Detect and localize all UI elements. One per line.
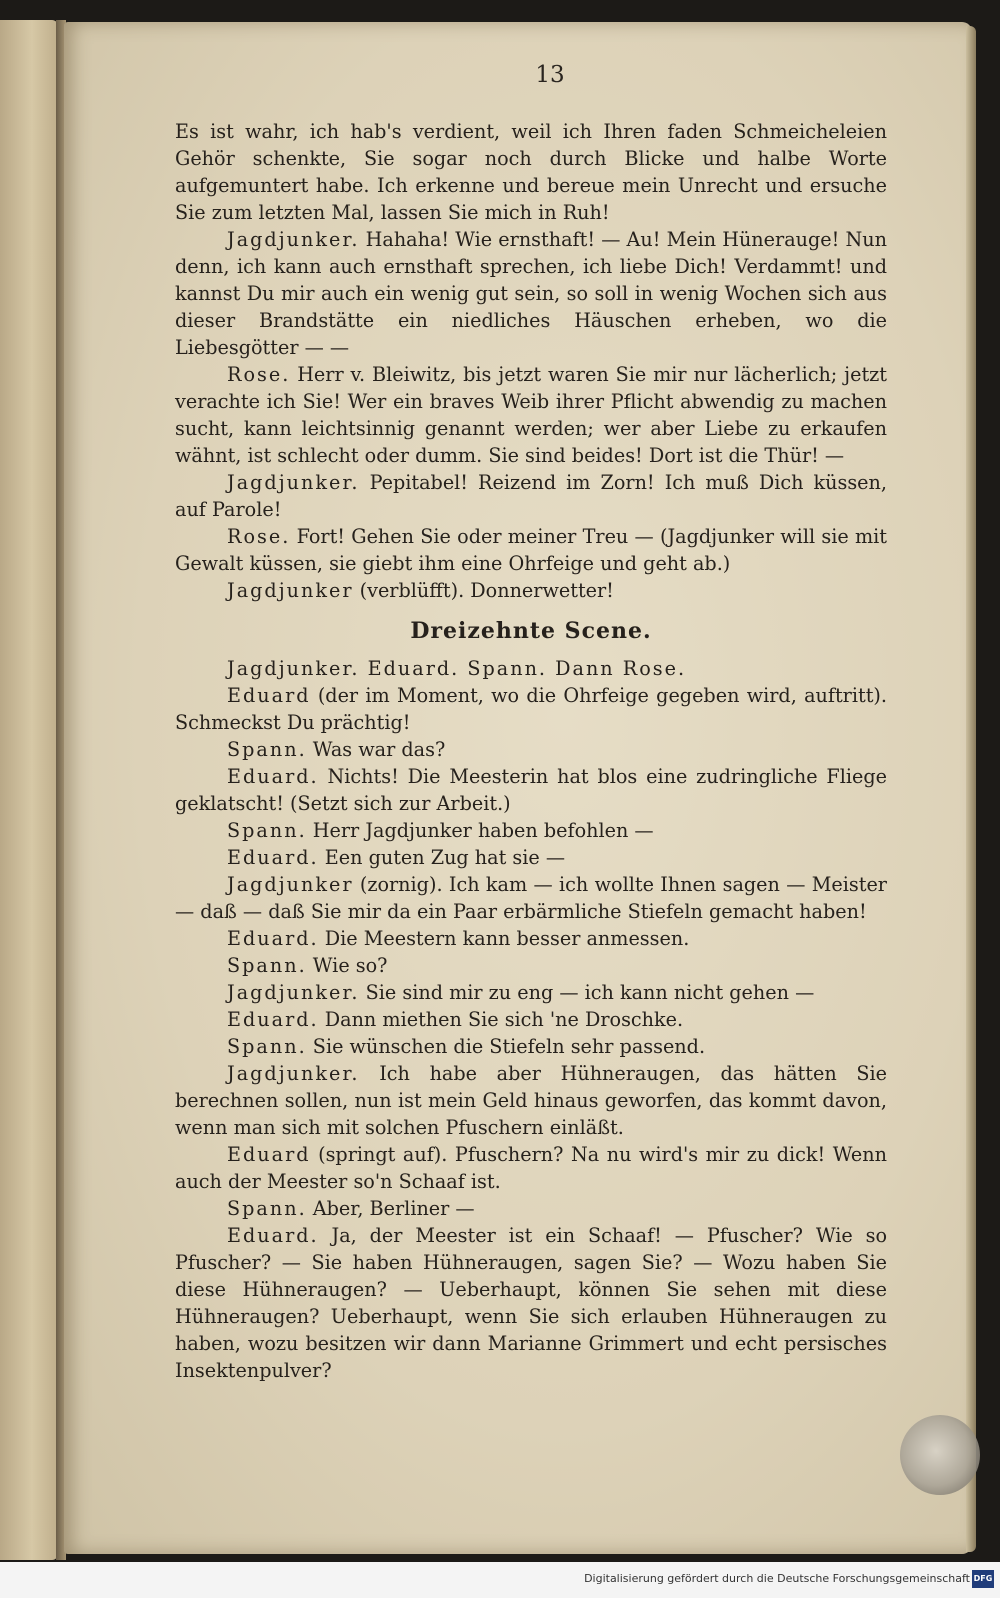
speech: Hahaha! Wie ernsthaft! — Au! Mein Hüneraugе! Nun denn, ich kann auch ernsthaft sprechen, ich liebe Dich! Verdammt! und kannst Du mir auch ein wenig gut sein, so soll in wenig Wochen sich aus dieser Brandstätte ein niedliches Häuschen erheben, wo die Liebesgötter — — <box>175 228 887 359</box>
dialogue-line <box>175 736 887 763</box>
dialogue-line <box>175 682 887 736</box>
speech: Sie wünschen die Stiefeln sehr passend. <box>312 1035 706 1058</box>
speech: Herr Jagdjunker haben befohlen — <box>312 819 654 842</box>
dfg-logo: DFG <box>972 1570 994 1588</box>
speaker: Jagdjunker <box>227 873 354 896</box>
speaker: Eduard <box>227 1143 311 1166</box>
dialogue-line <box>175 871 887 925</box>
dialogue-line <box>175 1006 887 1033</box>
speech: (zornig). Ich kam — ich wollte Ihnen sagen — Meister — daß — daß Sie mir da ein Paar erbärmliche Stiefeln gemacht haben! <box>175 873 887 923</box>
speech: Pepitabel! Reizend im Zorn! Ich muß Dich küssen, auf Parole! <box>175 471 887 521</box>
speech: Herr v. Bleiwitz, bis jetzt waren Sie mir nur lächerlich; jetzt verachte ich Sie! Wer ein braves Weib ihrer Pflicht abwendig zu machen sucht, kann leichtsinnig genannt werden; wer aber Liebe zu erkaufen wähnt, ist schlecht oder dumm. Sie sind beides! Dort ist die Thür! — <box>175 363 887 467</box>
speaker: Jagdjunker. <box>227 471 360 494</box>
page-text <box>175 118 887 1384</box>
speaker: Jagdjunker <box>227 579 354 602</box>
speaker: Spann. <box>227 819 307 842</box>
paragraph <box>175 118 887 226</box>
dialogue-line <box>175 844 887 871</box>
speech: Wie so? <box>312 954 388 977</box>
dialogue-line <box>175 1033 887 1060</box>
dialogue-line <box>175 1222 887 1384</box>
speaker: Rose. <box>227 363 291 386</box>
speaker: Jagdjunker. <box>227 228 360 251</box>
speaker: Eduard. <box>227 927 319 950</box>
speech: Aber, Berliner — <box>312 1197 475 1220</box>
speech: Fort! Gehen Sie oder meiner Treu — (Jagdjunker will sie mit Gewalt küssen, sie giebt ihm eine Ohrfeige und geht ab.) <box>175 525 887 575</box>
speaker: Spann. <box>227 954 307 977</box>
paragraph-text: Es ist wahr, ich hab's verdient, weil ich Ihren faden Schmeicheleien Gehör schenkte, Sie sogar noch durch Blicke und halbe Worte aufgemuntert habe. Ich erkenne und bereue mein Unrecht und ersuche Sie zum letzten Mal, lassen Sie mich in Ruh! <box>175 120 887 224</box>
speech: (der im Moment, wo die Ohrfeige gegeben wird, auftritt). Schmeckst Du prächtig! <box>175 684 887 734</box>
page-clip <box>900 1415 980 1495</box>
speech: (springt auf). Pfuschern? Na nu wird's mir zu dick! Wenn auch der Meester so'n Schaaf ist. <box>175 1143 887 1193</box>
speech: Nichts! Die Meesterin hat blos eine zudringliche Fliege geklatscht! (Setzt sich zur Arbeit.) <box>175 765 887 815</box>
speaker: Eduard. <box>227 1224 319 1247</box>
speaker: Eduard. <box>227 846 319 869</box>
scene-cast: Jagdjunker. Eduard. Spann. Dann Rose. <box>227 657 687 680</box>
dialogue-line <box>175 1195 887 1222</box>
dialogue-line <box>175 763 887 817</box>
speaker: Jagdjunker. <box>227 981 360 1004</box>
funding-credit: Digitalisierung gefördert durch die Deutsche Forschungsgemeinschaft <box>584 1572 970 1585</box>
page-right-edge <box>966 26 976 1552</box>
speech: Ich habe aber Hühneraugen, das hätten Sie berechnen sollen, nun ist mein Geld hinaus geworfen, das kommt davon, wenn man sich mit solchen Pfuschern einläßt. <box>175 1062 887 1139</box>
scene-title: Dreizehnte Scene. <box>410 618 652 644</box>
paragraph <box>175 361 887 469</box>
dialogue-line <box>175 979 887 1006</box>
paragraph <box>175 523 887 577</box>
paragraph <box>175 226 887 361</box>
dialogue-line <box>175 1141 887 1195</box>
paragraph <box>175 469 887 523</box>
speech: Was war das? <box>312 738 446 761</box>
speaker: Eduard <box>227 684 311 707</box>
dialogue-line <box>175 1060 887 1141</box>
speech: Een guten Zug hat sie — <box>324 846 566 869</box>
speech: Ja, der Meester ist ein Schaaf! — Pfuscher? Wie so Pfuscher? — Sie haben Hühneraugen, sagen Sie? — Wozu haben Sie diese Hühneraugen? — Ueberhaupt, können Sie sehen mit diese Hühneraugen? Ueberhaupt, wenn Sie sich erlauben Hühneraugen zu haben, wozu besitzen wir dann Marianne Grimmert und echt persisches Insektenpulver? <box>175 1224 888 1382</box>
dialogue-line <box>175 952 887 979</box>
digitization-footer <box>0 1562 1000 1598</box>
speaker: Spann. <box>227 738 307 761</box>
speaker: Eduard. <box>227 765 319 788</box>
dialogue-line <box>175 925 887 952</box>
dialogue-line <box>175 817 887 844</box>
speaker: Eduard. <box>227 1008 319 1031</box>
speaker: Jagdjunker. <box>227 1062 360 1085</box>
speaker: Rose. <box>227 525 291 548</box>
paragraph <box>175 577 887 604</box>
page-number: 13 <box>535 62 565 88</box>
speaker: Spann. <box>227 1197 307 1220</box>
left-page-edge <box>0 20 58 1560</box>
speech: Sie sind mir zu eng — ich kann nicht gehen — <box>365 981 815 1004</box>
speech: Die Meestern kann besser anmessen. <box>324 927 690 950</box>
speech: Dann miethen Sie sich 'ne Droschke. <box>324 1008 684 1031</box>
speaker: Spann. <box>227 1035 307 1058</box>
speech: (verblüfft). Donnerwetter! <box>359 579 614 602</box>
